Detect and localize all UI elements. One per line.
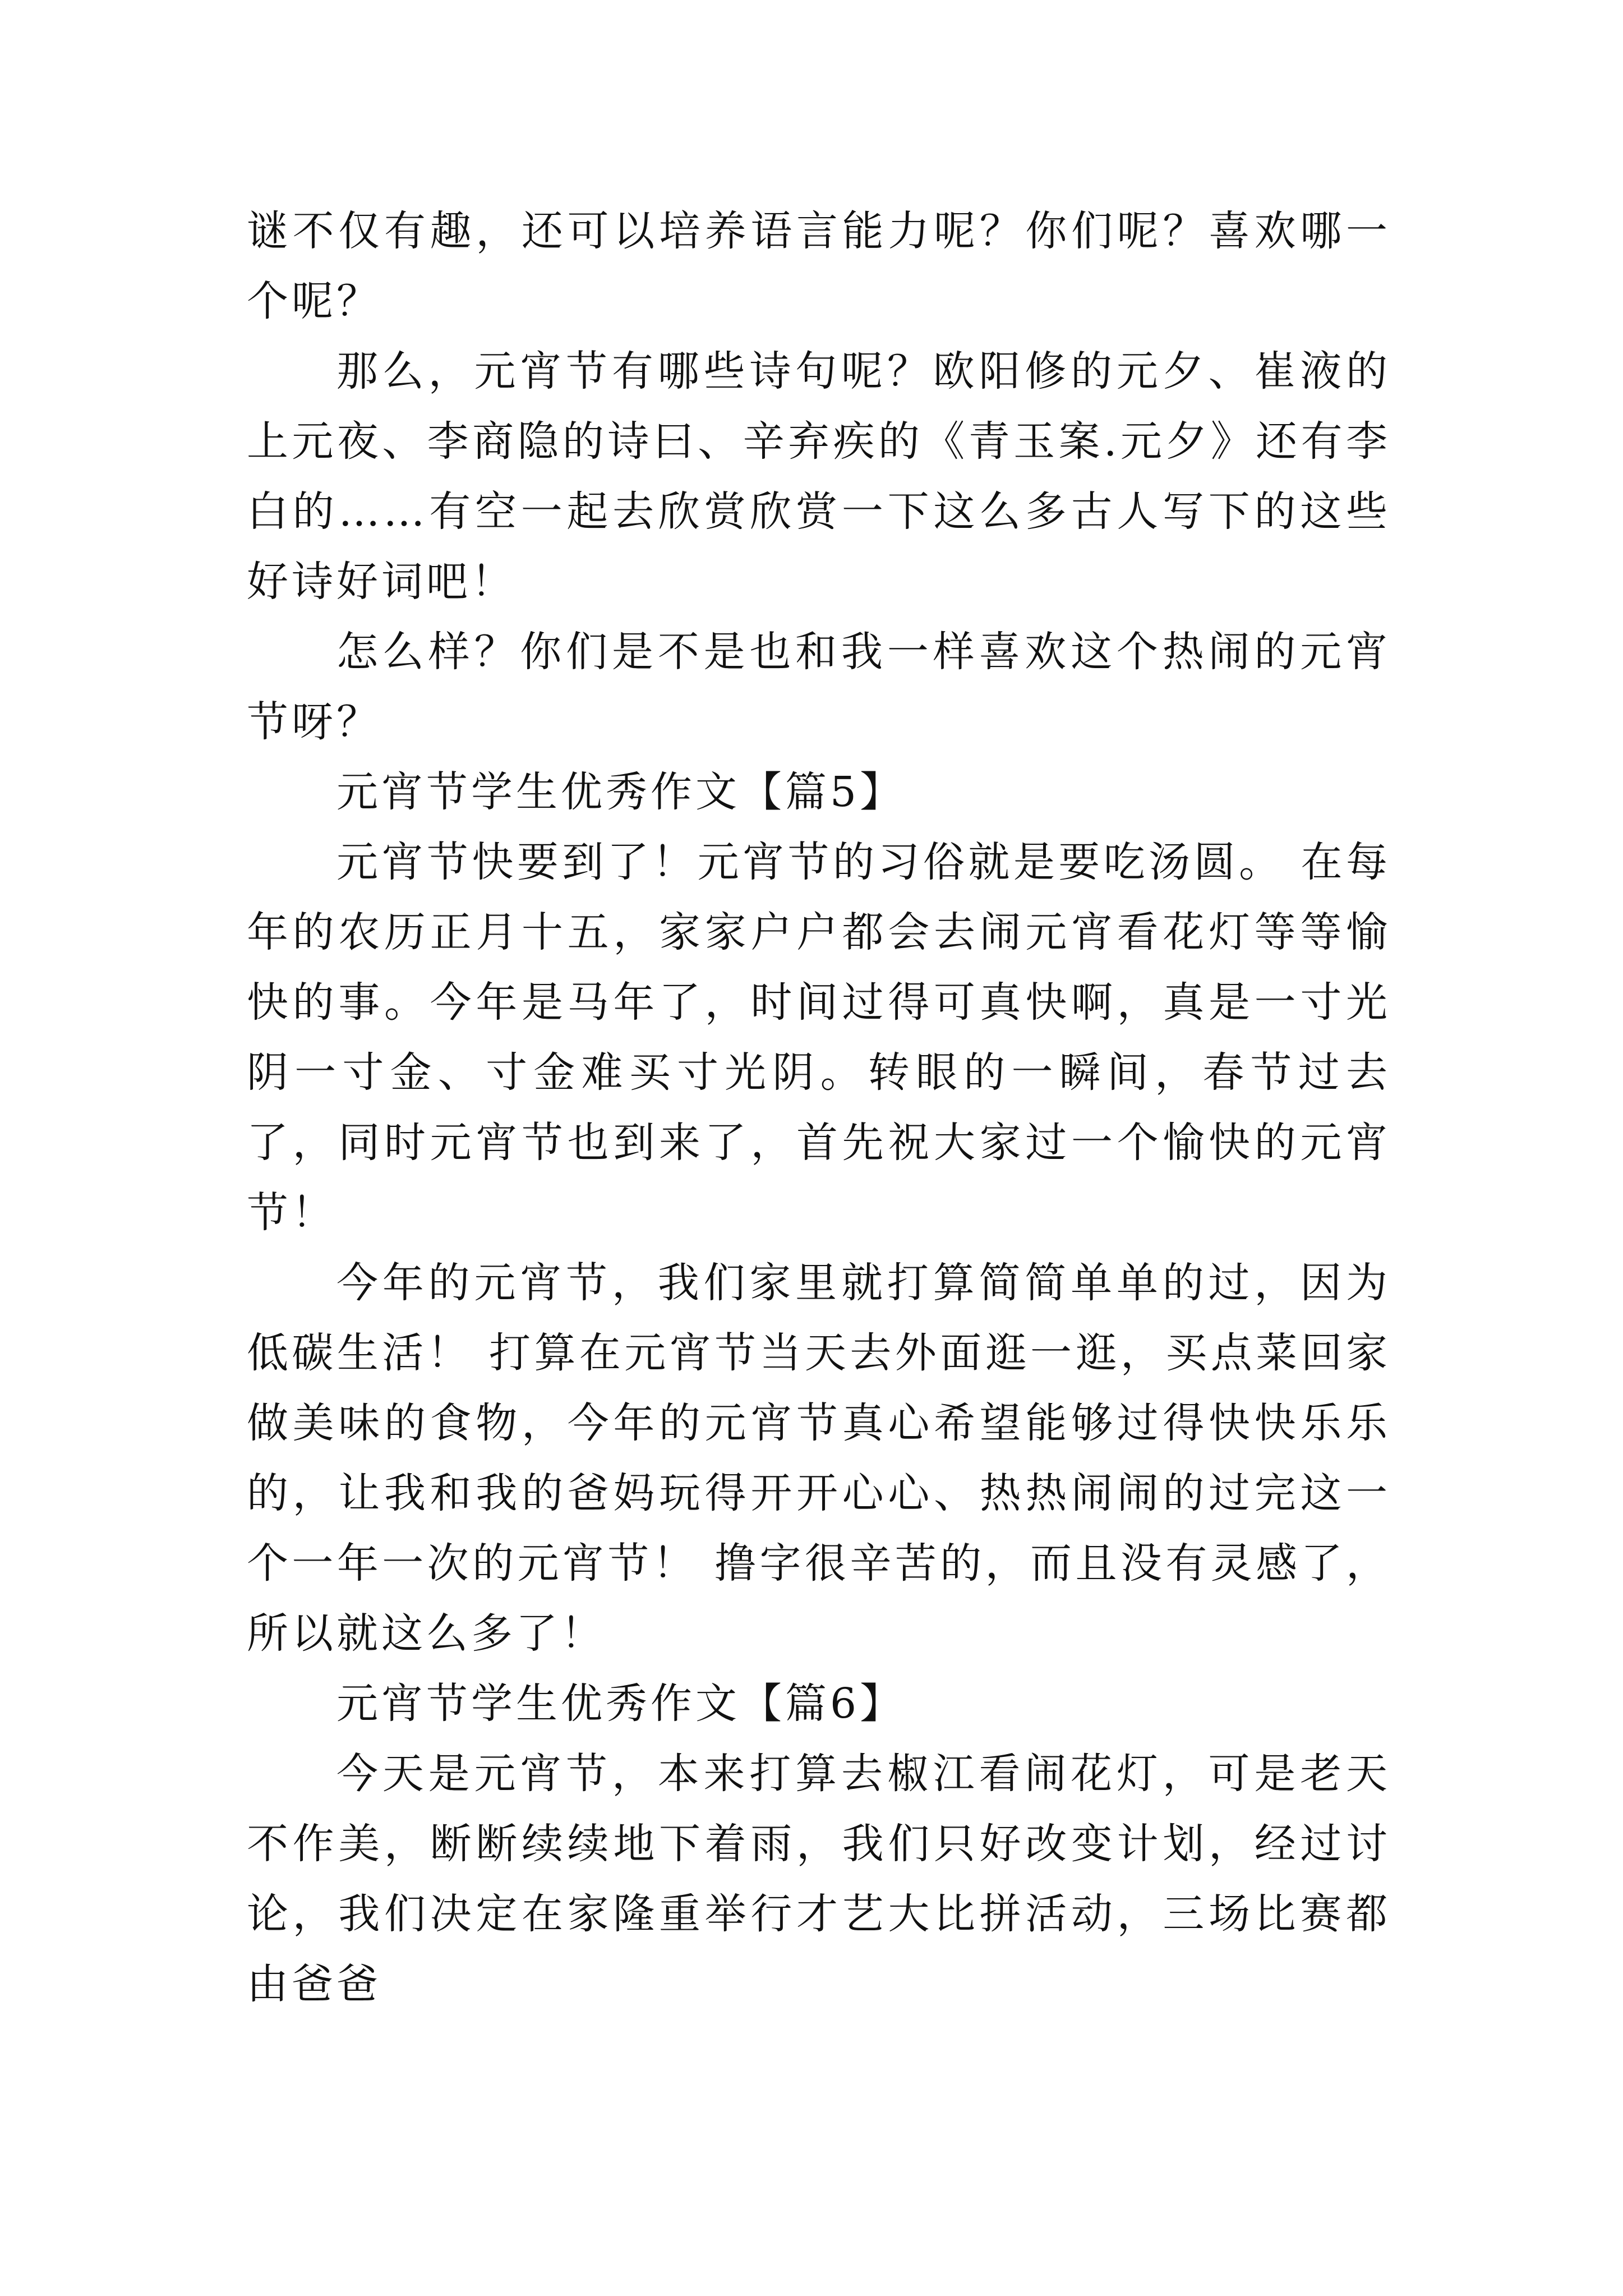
section-heading-6: 元宵节学生优秀作文【篇6】 bbox=[336, 1680, 905, 1728]
paragraph-essay5-2: 今年的元宵节，我们家里就打算简简单单的过，因为低碳生活！ 打算在元宵节当天去外面逛一逛，买点菜回家做美味的食物，今年的元宵节真心希望能够过得快快乐乐的，让我和我的爸妈玩得开开心心、热热闹闹的过完这一个一年一次的元宵节！ 撸字很辛苦的，而且没有灵感了，所以就这么多了！ bbox=[247, 1259, 1391, 1658]
paragraph-riddle-continued: 谜不仅有趣，还可以培养语言能力呢？你们呢？喜欢哪一个呢？ bbox=[247, 207, 1391, 325]
document-body bbox=[247, 196, 1391, 2019]
section-heading-5: 元宵节学生优秀作文【篇5】 bbox=[336, 768, 905, 816]
paragraph-question: 怎么样？你们是不是也和我一样喜欢这个热闹的元宵节呀？ bbox=[247, 628, 1391, 746]
paragraph-poems: 那么，元宵节有哪些诗句呢？欧阳修的元夕、崔液的上元夜、李商隐的诗曰、辛弃疾的《青玉案.元夕》还有李白的……有空一起去欣赏欣赏一下这么多古人写下的这些好诗好词吧！ bbox=[247, 347, 1391, 606]
paragraph-essay6-1: 今天是元宵节，本来打算去椒江看闹花灯，可是老天不作美，断断续续地下着雨，我们只好改变计划，经过讨论，我们决定在家隆重举行才艺大比拼活动，三场比赛都由爸爸 bbox=[247, 1750, 1391, 2008]
paragraph-essay5-1: 元宵节快要到了！元宵节的习俗就是要吃汤圆。 在每年的农历正月十五，家家户户都会去闹元宵看花灯等等愉快的事。今年是马年了，时间过得可真快啊，真是一寸光阴一寸金、寸金难买寸光阴。转眼的一瞬间，春节过去了，同时元宵节也到来了，首先祝大家过一个愉快的元宵节！ bbox=[247, 838, 1391, 1237]
